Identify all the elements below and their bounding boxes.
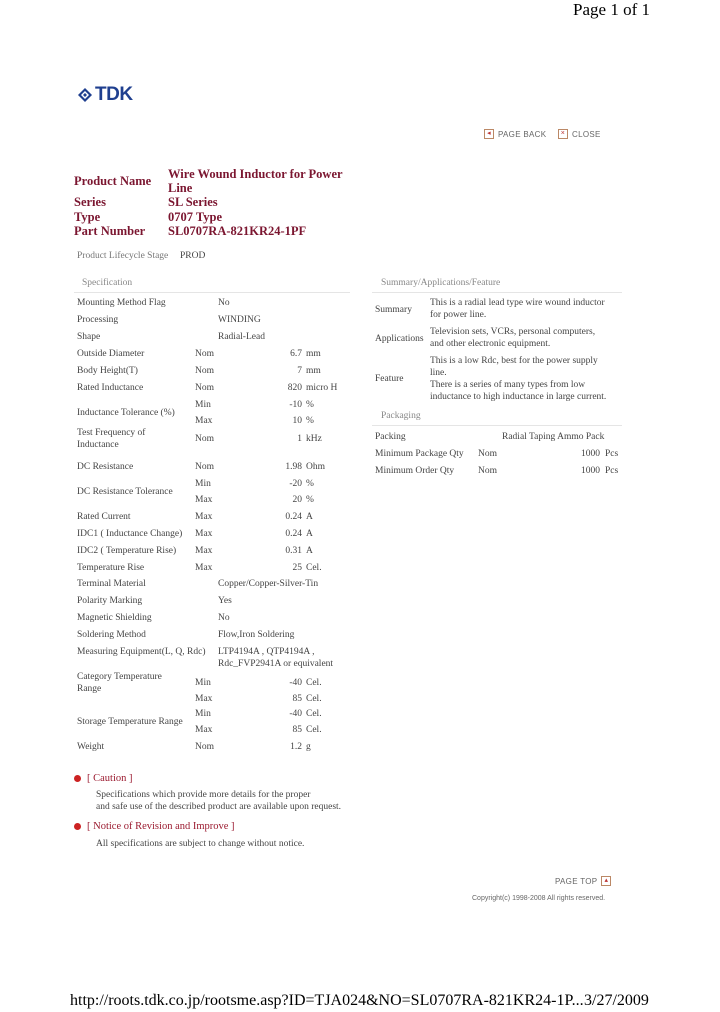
min-package-label: Minimum Package Qty — [375, 449, 464, 459]
spec-unit: Cel. — [306, 694, 322, 704]
spec-condition: Max — [195, 416, 213, 426]
caution-heading — [74, 773, 133, 784]
spec-unit: g — [306, 742, 311, 752]
feature-line: There is a series of many types from low — [430, 380, 586, 390]
spec-condition: Nom — [195, 434, 214, 444]
packing-value: Radial Taping Ammo Pack — [502, 432, 605, 442]
type-label: Type — [74, 210, 101, 224]
spec-value: 10 — [292, 416, 302, 426]
spec-value: No — [218, 613, 230, 623]
spec-label: IDC2 ( Temperature Rise) — [77, 546, 177, 556]
spec-unit: % — [306, 400, 314, 410]
caution-line: and safe use of the described product are available upon request. — [96, 802, 342, 812]
spec-label: Body Height(T) — [77, 366, 138, 376]
spec-value: 820 — [287, 383, 302, 393]
product-name-label: Product Name — [74, 174, 152, 188]
spec-value: No — [218, 298, 230, 308]
spec-unit: % — [306, 479, 314, 489]
spec-label: Measuring Equipment(L, Q, Rdc) — [77, 647, 206, 657]
spec-unit: Cel. — [306, 725, 322, 735]
spec-label: Terminal Material — [77, 579, 146, 589]
tdk-logo[interactable] — [78, 84, 133, 106]
spec-unit: Cel. — [306, 678, 322, 688]
product-name-line1: Wire Wound Inductor for Power — [168, 167, 343, 181]
spec-value: Flow,Iron Soldering — [218, 630, 295, 640]
summary-line: for power line. — [430, 310, 487, 320]
close-icon: × — [558, 129, 568, 139]
spec-value: Copper/Copper-Silver-Tin — [218, 579, 319, 589]
spec-unit: micro H — [306, 383, 338, 393]
product-name-line2: Line — [168, 181, 193, 195]
spec-label: Magnetic Shielding — [77, 613, 152, 623]
revision-heading — [74, 821, 235, 832]
close-label: CLOSE — [572, 129, 601, 139]
page-top-label: PAGE TOP — [555, 876, 598, 886]
spec-condition: Max — [195, 563, 213, 573]
spec-value: Rdc_FVP2941A or equivalent — [218, 659, 334, 669]
spec-condition: Max — [195, 529, 213, 539]
bullet-icon — [74, 775, 81, 782]
spec-label: Category Temperature — [77, 672, 162, 682]
spec-value: 6.7 — [290, 349, 302, 359]
spec-value: 85 — [292, 725, 302, 735]
spec-condition: Nom — [195, 366, 214, 376]
spec-label: DC Resistance — [77, 462, 134, 472]
spec-value: Radial-Lead — [218, 332, 265, 342]
spec-unit: kHz — [306, 434, 322, 444]
spec-unit: % — [306, 495, 314, 505]
spec-value: Yes — [218, 596, 232, 606]
min-order-label: Minimum Order Qty — [375, 466, 455, 476]
spec-value: 0.24 — [285, 529, 302, 539]
spec-unit: % — [306, 416, 314, 426]
applications-line: and other electronic equipment. — [430, 339, 551, 349]
spec-label: Range — [77, 684, 102, 694]
spec-condition: Min — [195, 400, 211, 410]
series-label: Series — [74, 195, 106, 209]
type-value: 0707 Type — [168, 210, 223, 224]
spec-value: 25 — [292, 563, 302, 573]
spec-section-title: Specification — [82, 278, 133, 288]
min-order-unit: Pcs — [605, 466, 619, 476]
spec-condition: Nom — [195, 349, 214, 359]
spec-condition: Max — [195, 495, 213, 505]
summary-divider — [372, 292, 622, 293]
spec-condition: Min — [195, 678, 211, 688]
spec-label: Rated Inductance — [77, 383, 144, 393]
spec-unit: A — [306, 512, 313, 522]
min-package-value: 1000 — [581, 449, 600, 459]
spec-value: 7 — [297, 366, 302, 376]
back-arrow-icon: ◂ — [484, 129, 494, 139]
spec-label: Polarity Marking — [77, 596, 143, 606]
spec-label: Shape — [77, 332, 101, 342]
min-order-value: 1000 — [581, 466, 600, 476]
spec-condition: Max — [195, 694, 213, 704]
copyright: Copyright(c) 1998-2008 All rights reserved. — [472, 895, 606, 902]
spec-condition: Nom — [195, 462, 214, 472]
spec-condition: Max — [195, 546, 213, 556]
feature-line: line. — [430, 368, 447, 378]
spec-label: Temperature Rise — [77, 563, 145, 573]
spec-condition: Nom — [195, 383, 214, 393]
spec-value: -10 — [289, 400, 302, 410]
packing-label: Packing — [375, 432, 406, 442]
close-button[interactable] — [558, 129, 601, 139]
summary-section-title: Summary/Applications/Feature — [381, 278, 501, 288]
packaging-section-title: Packaging — [381, 411, 421, 421]
spec-label: IDC1 ( Inductance Change) — [77, 529, 183, 539]
spec-value: 20 — [292, 495, 302, 505]
spec-unit: Ohm — [306, 462, 325, 472]
spec-unit: A — [306, 529, 313, 539]
spec-label: Weight — [77, 742, 105, 752]
spec-condition: Max — [195, 512, 213, 522]
spec-label: Outside Diameter — [77, 349, 145, 359]
spec-unit: mm — [306, 366, 321, 376]
spec-label: DC Resistance Tolerance — [77, 487, 173, 497]
spec-condition: Min — [195, 479, 211, 489]
packaging-divider — [372, 425, 622, 426]
spec-value: -40 — [289, 678, 302, 688]
spec-value: LTP4194A , QTP4194A , — [218, 647, 315, 657]
spec-label: Soldering Method — [77, 630, 146, 640]
page-number: Page 1 of 1 — [573, 0, 650, 19]
part-number-label: Part Number — [74, 224, 146, 238]
applications-label: Applications — [375, 334, 424, 344]
feature-line: This is a low Rdc, best for the power supply — [430, 356, 598, 366]
up-arrow-icon: ▴ — [601, 876, 611, 886]
spec-value: WINDING — [218, 315, 261, 325]
series-value: SL Series — [168, 195, 218, 209]
applications-line: Television sets, VCRs, personal computers, — [430, 327, 596, 337]
spec-label: Test Frequency of — [77, 428, 146, 438]
spec-value: 1.2 — [290, 742, 302, 752]
lifecycle-label: Product Lifecycle Stage — [77, 251, 169, 261]
spec-label: Inductance Tolerance (%) — [77, 408, 175, 418]
spec-divider — [74, 292, 350, 293]
lifecycle-value: PROD — [180, 251, 206, 261]
summary-line: This is a radial lead type wire wound inductor — [430, 298, 605, 308]
page-top-button[interactable] — [555, 876, 611, 886]
spec-unit: A — [306, 546, 313, 556]
min-package-unit: Pcs — [605, 449, 619, 459]
spec-label: Storage Temperature Range — [77, 717, 183, 727]
spec-label: Processing — [77, 315, 119, 325]
spec-value: 1.98 — [285, 462, 302, 472]
revision-line: All specifications are subject to change without notice. — [96, 839, 305, 849]
min-order-cond: Nom — [478, 466, 497, 476]
spec-unit: Cel. — [306, 709, 322, 719]
revision-title: [ Notice of Revision and Improve ] — [87, 821, 235, 832]
spec-condition: Nom — [195, 742, 214, 752]
min-package-cond: Nom — [478, 449, 497, 459]
spec-unit: Cel. — [306, 563, 322, 573]
spec-value: 85 — [292, 694, 302, 704]
feature-line: inductance to high inductance in large current. — [430, 392, 607, 402]
page-back-label: PAGE BACK — [498, 129, 547, 139]
spec-label: Rated Current — [77, 512, 131, 522]
footer-url[interactable]: http://roots.tdk.co.jp/rootsme.asp?ID=TJA024&NO=SL0707RA-821KR24-1P... — [70, 992, 584, 1009]
spec-value: 0.24 — [285, 512, 302, 522]
caution-line: Specifications which provide more details for the proper — [96, 790, 311, 800]
spec-condition: Max — [195, 725, 213, 735]
spec-value: 1 — [297, 434, 302, 444]
spec-label: Inductance — [77, 440, 119, 450]
spec-value: -20 — [289, 479, 302, 489]
spec-unit: mm — [306, 349, 321, 359]
part-number-value: SL0707RA-821KR24-1PF — [168, 224, 307, 238]
tdk-diamond-icon — [78, 88, 92, 102]
bullet-icon — [74, 823, 81, 830]
spec-condition: Min — [195, 709, 211, 719]
page-back-button[interactable] — [484, 129, 546, 139]
spec-value: -40 — [289, 709, 302, 719]
logo-text: TDK — [95, 84, 133, 105]
caution-title: [ Caution ] — [87, 773, 133, 784]
feature-label: Feature — [375, 374, 404, 384]
summary-label: Summary — [375, 305, 412, 315]
footer-date: 3/27/2009 — [584, 992, 649, 1009]
spec-value: 0.31 — [285, 546, 302, 556]
spec-label: Mounting Method Flag — [77, 298, 166, 308]
